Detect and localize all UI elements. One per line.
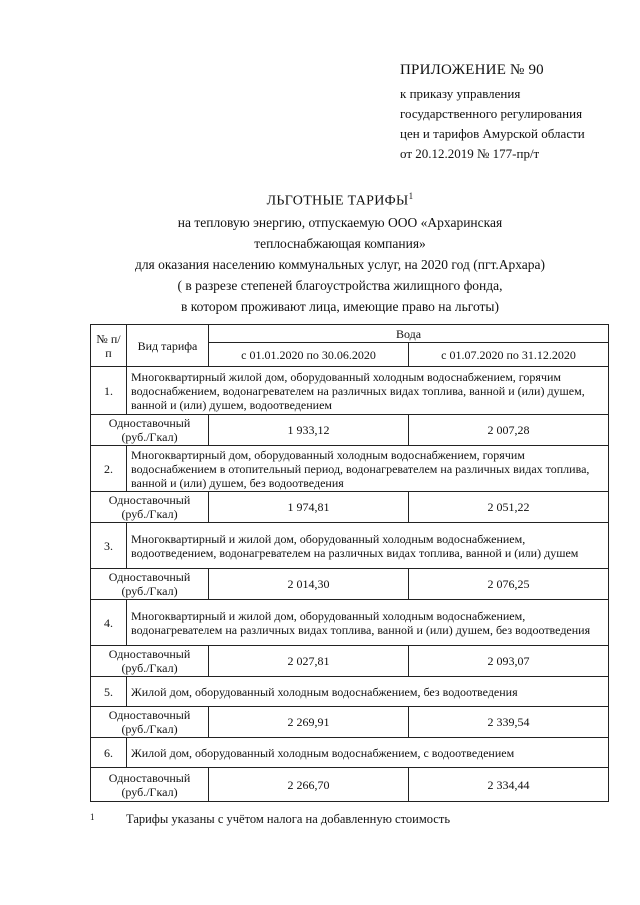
row-description: Многоквартирный жилой дом, оборудованный холодным водоснабжением, горячим водоснабжением, водонагревателем на различных видах топлива, ванной и (или) душем, ванной и (или) душем, водоотведением — [127, 367, 609, 415]
appendix-block — [400, 60, 630, 164]
tariff-value-period-1: 1 974,81 — [209, 492, 409, 523]
appendix-line: к приказу управления — [400, 86, 521, 101]
document-heading — [60, 186, 620, 317]
appendix-title: ПРИЛОЖЕНИЕ № 90 — [400, 62, 544, 78]
tariff-value-period-2: 2 334,44 — [409, 768, 609, 802]
header-num: № п/п — [91, 325, 127, 367]
header-period-2: с 01.07.2020 по 31.12.2020 — [409, 343, 609, 367]
row-number: 3. — [91, 523, 127, 569]
table-row — [91, 768, 609, 802]
row-description: Жилой дом, оборудованный холодным водоснабжением, без водоотведения — [127, 677, 609, 707]
header-water-group: Вода — [209, 325, 609, 343]
table-row — [91, 367, 609, 415]
heading-line: для оказания населению коммунальных услуг, на 2020 год (пгт.Архара) — [134, 256, 546, 272]
tariff-value-period-2: 2 093,07 — [409, 646, 609, 677]
tariff-table — [90, 324, 609, 802]
table-row — [91, 523, 609, 569]
document-title: ЛЬГОТНЫЕ ТАРИФЫ$^1$ — [266, 191, 414, 209]
tariff-value-period-2: 2 051,22 — [409, 492, 609, 523]
table-row — [91, 646, 609, 677]
table-row — [91, 707, 609, 738]
tariff-label: Одноставочный (руб./Гкал) — [91, 415, 209, 446]
footnote — [90, 812, 610, 827]
table-row — [91, 492, 609, 523]
heading-line: теплоснабжающая компания» — [254, 235, 426, 251]
table-row — [91, 600, 609, 646]
table-row — [91, 446, 609, 492]
tariff-label: Одноставочный (руб./Гкал) — [91, 492, 209, 523]
footnote-reference: 1 — [408, 191, 414, 201]
appendix-line: цен и тарифов Амурской области — [400, 126, 585, 141]
heading-line: в котором проживают лица, имеющие право на льготы) — [181, 298, 499, 314]
row-description: Многоквартирный дом, оборудованный холодным водоснабжением, горячим водоснабжением в отопительный период, водонагревателем на различных видах топлива, ванной и (или) душем, без водоотведения — [127, 446, 609, 492]
row-number: 2. — [91, 446, 127, 492]
heading-line: на тепловую энергию, отпускаемую ООО «Архаринская — [177, 214, 503, 230]
tariff-value-period-2: 2 007,28 — [409, 415, 609, 446]
header-tariff-type: Вид тарифа — [127, 325, 209, 367]
row-number: 1. — [91, 367, 127, 415]
row-description: Многоквартирный и жилой дом, оборудованный холодным водоснабжением, водонагревателем на различных видах топлива, ванной и (или) душем, без водоотведения — [127, 600, 609, 646]
row-number: 5. — [91, 677, 127, 707]
table-row — [91, 738, 609, 768]
heading-line: ( в разрезе степеней благоустройства жилищного фонда, — [177, 277, 503, 293]
tariff-value-period-1: 2 014,30 — [209, 569, 409, 600]
tariff-label: Одноставочный (руб./Гкал) — [91, 646, 209, 677]
row-description: Многоквартирный и жилой дом, оборудованный холодным водоснабжением, водоотведением, водонагревателем на различных видах топлива, ванной и (или) душем — [127, 523, 609, 569]
tariff-value-period-2: 2 339,54 — [409, 707, 609, 738]
row-description: Жилой дом, оборудованный холодным водоснабжением, с водоотведением — [127, 738, 609, 768]
tariff-value-period-1: 2 027,81 — [209, 646, 409, 677]
header-period-1: с 01.01.2020 по 30.06.2020 — [209, 343, 409, 367]
footnote-mark: 1 — [90, 812, 95, 822]
tariff-value-period-1: 2 269,91 — [209, 707, 409, 738]
appendix-line: от 20.12.2019 № 177-пр/т — [400, 146, 540, 161]
table-row — [91, 677, 609, 707]
appendix-line: государственного регулирования — [400, 106, 583, 121]
tariff-value-period-2: 2 076,25 — [409, 569, 609, 600]
row-number: 4. — [91, 600, 127, 646]
tariff-value-period-1: 1 933,12 — [209, 415, 409, 446]
table-row — [91, 415, 609, 446]
tariff-label: Одноставочный (руб./Гкал) — [91, 707, 209, 738]
table-row — [91, 569, 609, 600]
tariff-label: Одноставочный (руб./Гкал) — [91, 768, 209, 802]
tariff-label: Одноставочный (руб./Гкал) — [91, 569, 209, 600]
tariff-value-period-1: 2 266,70 — [209, 768, 409, 802]
row-number: 6. — [91, 738, 127, 768]
footnote-text: Тарифы указаны с учётом налога на добавленную стоимость — [126, 812, 451, 826]
